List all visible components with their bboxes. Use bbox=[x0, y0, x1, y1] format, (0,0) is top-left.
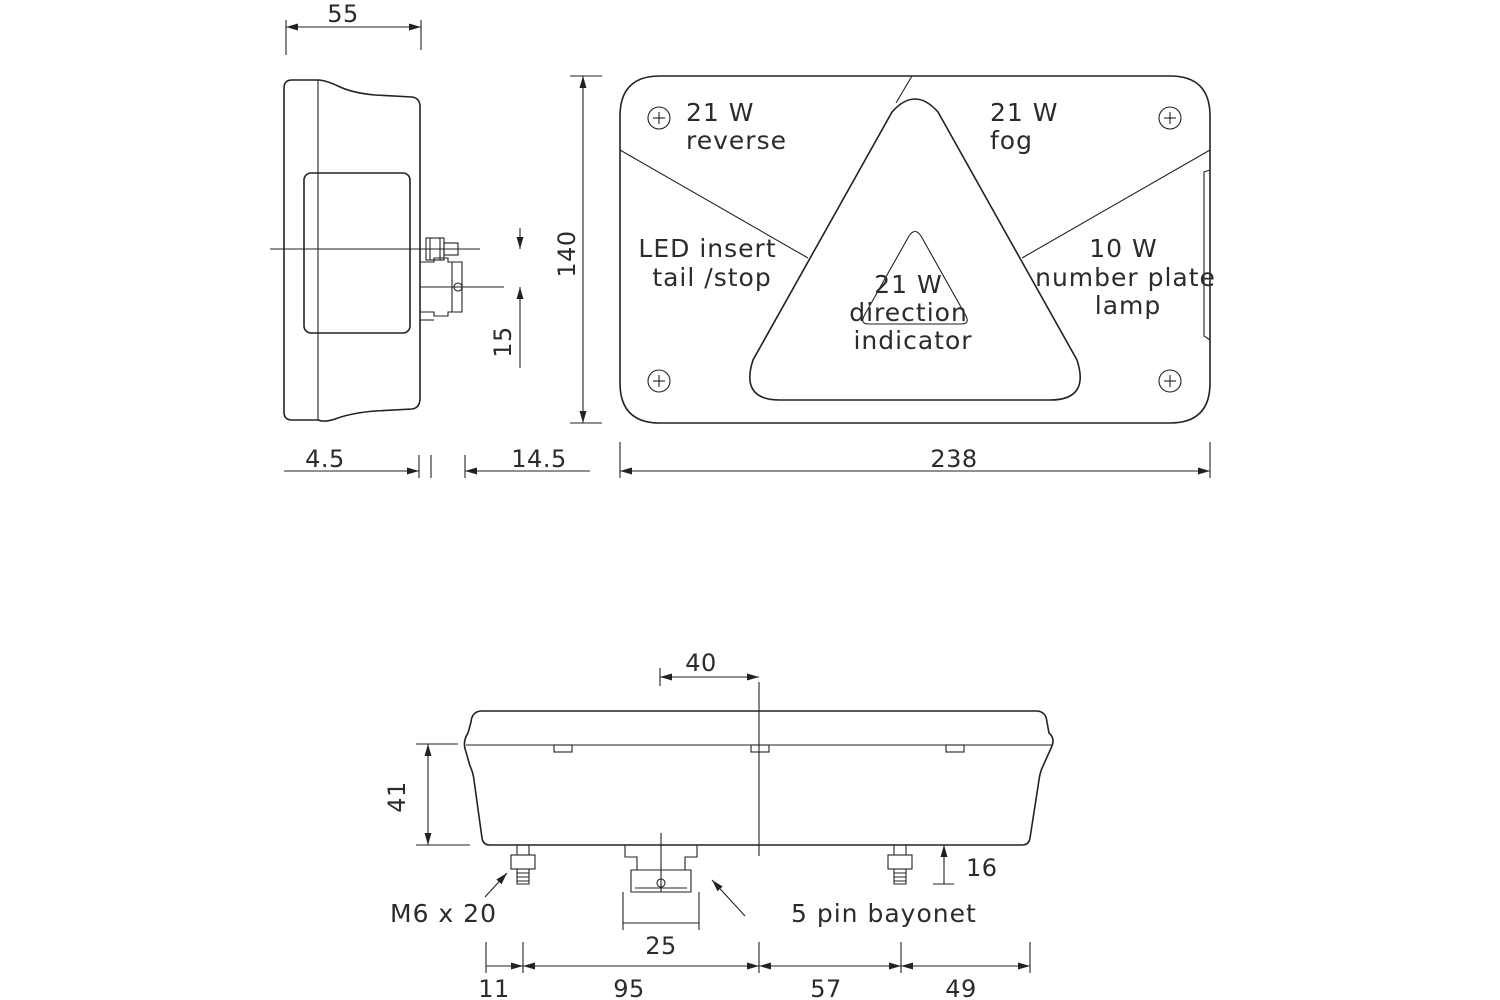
callout-connector: 5 pin bayonet bbox=[791, 899, 977, 928]
front-view bbox=[620, 76, 1225, 478]
bottom-view bbox=[383, 649, 1053, 1000]
dim-front-width: 238 bbox=[930, 445, 978, 473]
bolt-left bbox=[511, 845, 535, 884]
bolt-right bbox=[888, 845, 912, 884]
screw-icon bbox=[648, 107, 670, 129]
dim-bottom-top-offset: 40 bbox=[685, 649, 717, 677]
side-view bbox=[270, 0, 602, 478]
dim-bolt-protrusion: 16 bbox=[966, 854, 998, 882]
screw-icon bbox=[1159, 107, 1181, 129]
dim-seg-3: 57 bbox=[810, 975, 842, 1000]
screw-icon bbox=[648, 370, 670, 392]
label-reverse: 21 W reverse bbox=[686, 98, 787, 155]
callout-bolt: M6 x 20 bbox=[390, 899, 497, 928]
dim-bottom-height: 41 bbox=[383, 781, 411, 813]
side-connector bbox=[420, 238, 504, 320]
dim-side-right-offset: 14.5 bbox=[511, 445, 567, 473]
side-view-lens-window bbox=[304, 173, 410, 333]
screw-icon bbox=[1159, 370, 1181, 392]
dim-seg-2: 95 bbox=[613, 975, 645, 1000]
dim-seg-1: 11 bbox=[478, 975, 510, 1000]
label-fog: 21 W fog bbox=[990, 98, 1059, 155]
bottom-connector bbox=[625, 833, 697, 892]
dim-connector-offset: 15 bbox=[489, 326, 517, 358]
label-number-plate: 10 W number plate lamp bbox=[1035, 234, 1216, 320]
label-tail-stop: LED insert tail /stop bbox=[638, 234, 777, 292]
dim-connector-width: 25 bbox=[645, 932, 677, 960]
dim-seg-4: 49 bbox=[945, 975, 977, 1000]
dim-side-left-offset: 4.5 bbox=[305, 445, 345, 473]
dim-side-height: 140 bbox=[553, 230, 581, 278]
dim-side-depth: 55 bbox=[327, 0, 359, 28]
label-indicator: 21 W direction indicator bbox=[849, 270, 973, 355]
